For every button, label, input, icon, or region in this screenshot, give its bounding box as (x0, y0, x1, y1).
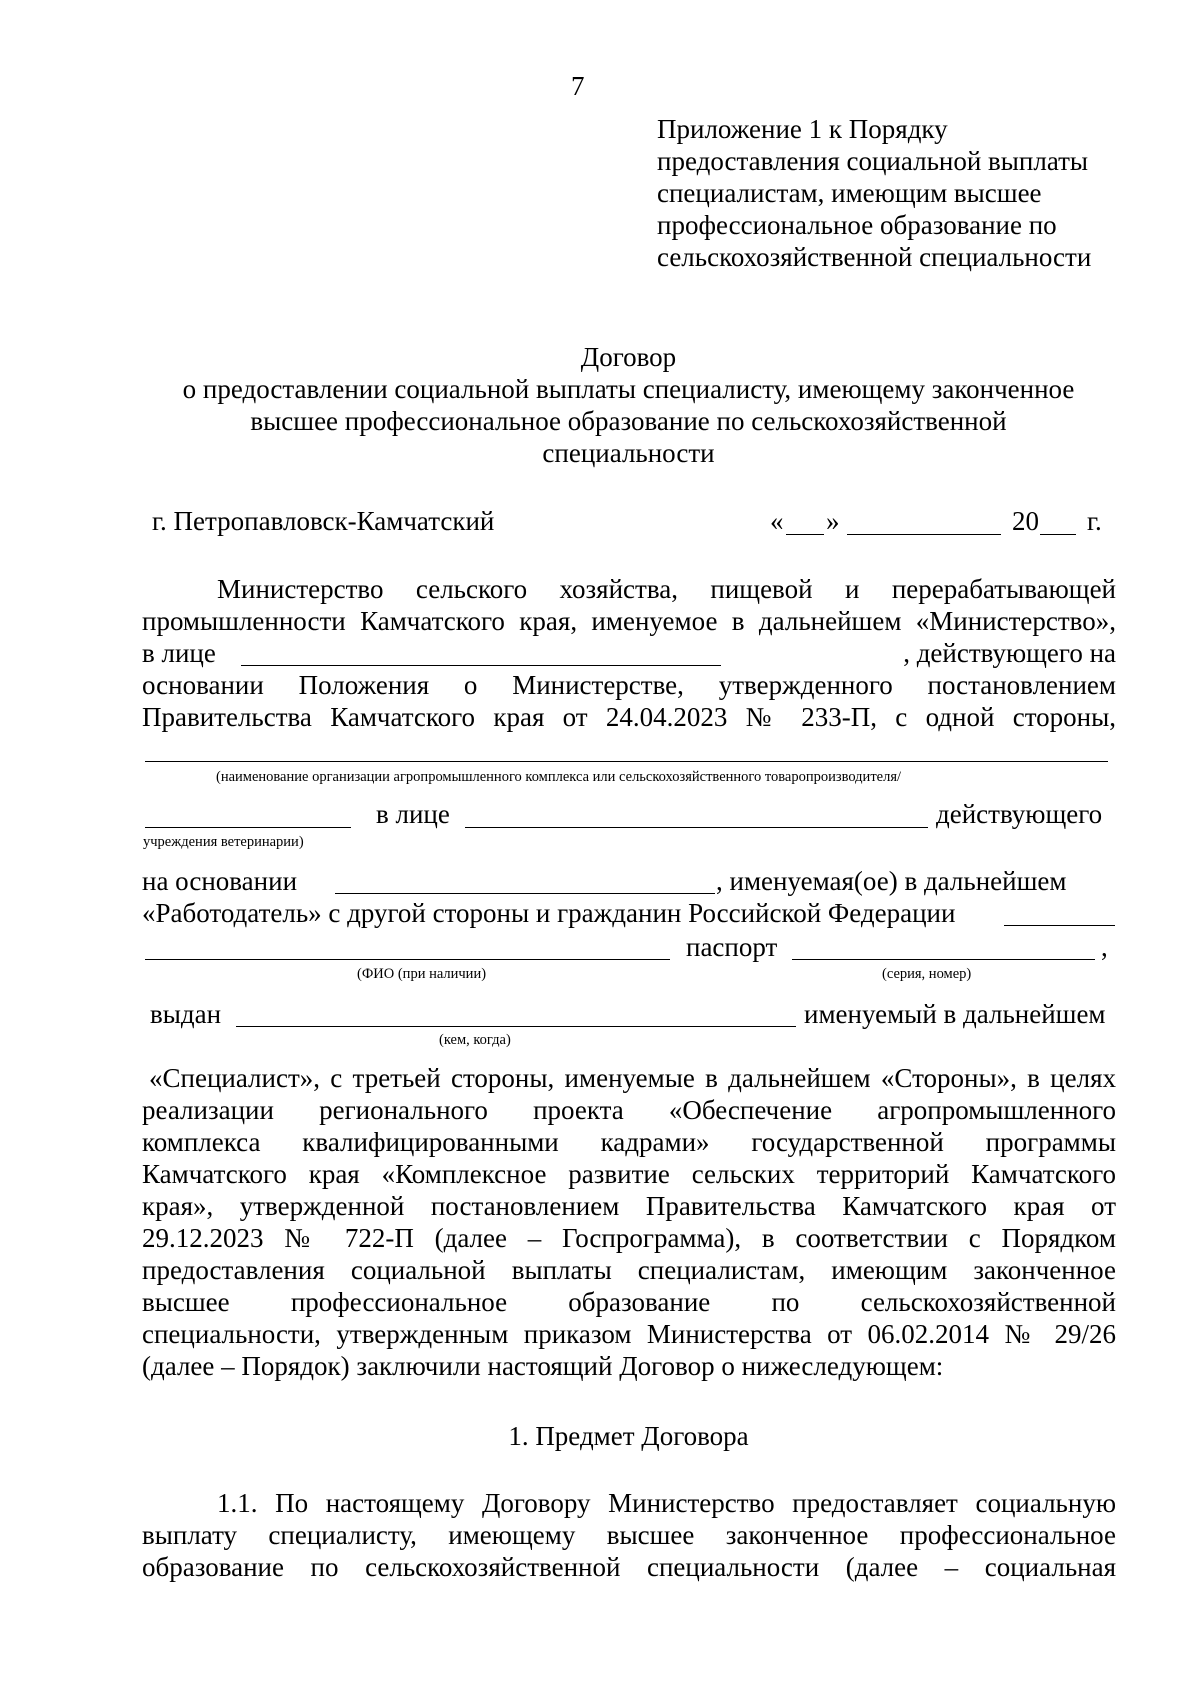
date-quote-open: « (770, 506, 784, 536)
fio-blank[interactable] (145, 959, 670, 960)
citizen-blank[interactable] (1004, 925, 1115, 926)
paragraph-line: промышленности Камчатского края, именуемое в дальнейшем «Министерство», (142, 606, 1116, 636)
issued-blank[interactable] (236, 1026, 796, 1027)
appendix-line: специалистам, имеющим высшее (657, 178, 1042, 208)
paragraph-line: 1.1. По настоящему Договору Министерство предоставляет социальную (217, 1488, 1116, 1518)
org-representative-blank[interactable] (465, 827, 928, 828)
paragraph-line: Министерство сельского хозяйства, пищевой и перерабатывающей (217, 574, 1116, 604)
in-person-row (142, 637, 1116, 669)
paragraph-line: высшее профессиональное образование по сельскохозяйственной (142, 1287, 1116, 1317)
paragraph-line: специальности, утвержденным приказом Министерства от 06.02.2014 № 29/26 (142, 1319, 1116, 1349)
day-blank[interactable] (786, 534, 824, 535)
passport-blank[interactable] (792, 959, 1095, 960)
page-number: 7 (571, 71, 585, 101)
acting-label: , действующего на (903, 638, 1116, 668)
paragraph-line: выплату специалисту, имеющему высшее законченное профессиональное (142, 1520, 1116, 1550)
title-line: о предоставлении социальной выплаты специалисту, имеющему законченное (182, 374, 1075, 404)
title-line: специальности (542, 438, 715, 468)
fio-caption: (ФИО (при наличии) (357, 966, 487, 982)
ministry-paragraph (142, 573, 1116, 733)
month-blank[interactable] (847, 534, 1001, 535)
on-basis-label: на основании (142, 866, 298, 896)
appendix-line: предоставления социальной выплаты (657, 146, 1089, 176)
paragraph-line: реализации регионального проекта «Обеспечение агропромышленного (142, 1095, 1116, 1125)
in-person-label: в лице (142, 638, 216, 668)
paragraph-line: образование по сельскохозяйственной специальности (далее – социальная (142, 1552, 1116, 1582)
paragraph-line: Камчатского края «Комплексное развитие сельских территорий Камчатского (142, 1159, 1116, 1189)
city: г. Петропавловск-Камчатский (152, 506, 495, 536)
specialist-paragraph (142, 1062, 1116, 1382)
passport-comma: , (1101, 932, 1108, 962)
organization-caption-2: учреждения ветеринарии) (143, 834, 304, 850)
appendix-line: сельскохозяйственной специальности (657, 242, 1092, 272)
passport-label: паспорт (686, 932, 778, 962)
title-heading: Договор (580, 342, 677, 372)
issued-caption: (кем, когда) (439, 1032, 511, 1048)
named-label: , именуемая(ое) в дальнейшем (716, 866, 1067, 896)
document-title (0, 341, 1200, 469)
org-acting-label: действующего (936, 799, 1103, 829)
section-title: 1. Предмет Договора (508, 1421, 749, 1451)
organization-caption: (наименование организации агропромышленного комплекса или сельскохозяйственного товаропроизводителя/ (216, 769, 902, 785)
appendix-line: Приложение 1 к Порядку (657, 114, 948, 144)
section-paragraph (142, 1487, 1116, 1583)
representative-blank[interactable] (241, 665, 721, 666)
series-caption: (серия, номер) (882, 966, 972, 982)
date-quote-close: » (826, 506, 840, 536)
paragraph-line: края», утвержденной постановлением Правительства Камчатского края от (142, 1191, 1116, 1221)
paragraph-line: комплекса квалифицированными кадрами» государственной программы (142, 1127, 1116, 1157)
org-in-person-label: в лице (376, 799, 450, 829)
organization-blank[interactable] (145, 761, 1108, 762)
issued-named-label: именуемый в дальнейшем (804, 999, 1106, 1029)
year-blank[interactable] (1040, 534, 1076, 535)
appendix-block (657, 113, 1091, 273)
appendix-line: профессиональное образование по (657, 210, 1057, 240)
paragraph-line: 29.12.2023 № 722-П (далее – Госпрограмма), в соответствии с Порядком (142, 1223, 1116, 1253)
issued-label: выдан (150, 999, 222, 1029)
title-line: высшее профессиональное образование по сельскохозяйственной (250, 406, 1007, 436)
employer-line: «Работодатель» с другой стороны и гражданин Российской Федерации (142, 898, 956, 928)
year-prefix: 20 (1012, 506, 1039, 536)
organization-blank-2[interactable] (145, 827, 351, 828)
paragraph-line: предоставления социальной выплаты специалистам, имеющим законченное (142, 1255, 1116, 1285)
year-suffix: г. (1087, 506, 1102, 536)
paragraph-line: «Специалист», с третьей стороны, именуемые в дальнейшем «Стороны», в целях (149, 1063, 1116, 1093)
paragraph-line: (далее – Порядок) заключили настоящий Договор о нижеследующем: (142, 1351, 944, 1381)
basis-blank[interactable] (335, 893, 715, 894)
paragraph-line: основании Положения о Министерстве, утвержденного постановлением (142, 670, 1116, 700)
paragraph-line: Правительства Камчатского края от 24.04.2023 № 233-П, с одной стороны, (142, 702, 1116, 732)
